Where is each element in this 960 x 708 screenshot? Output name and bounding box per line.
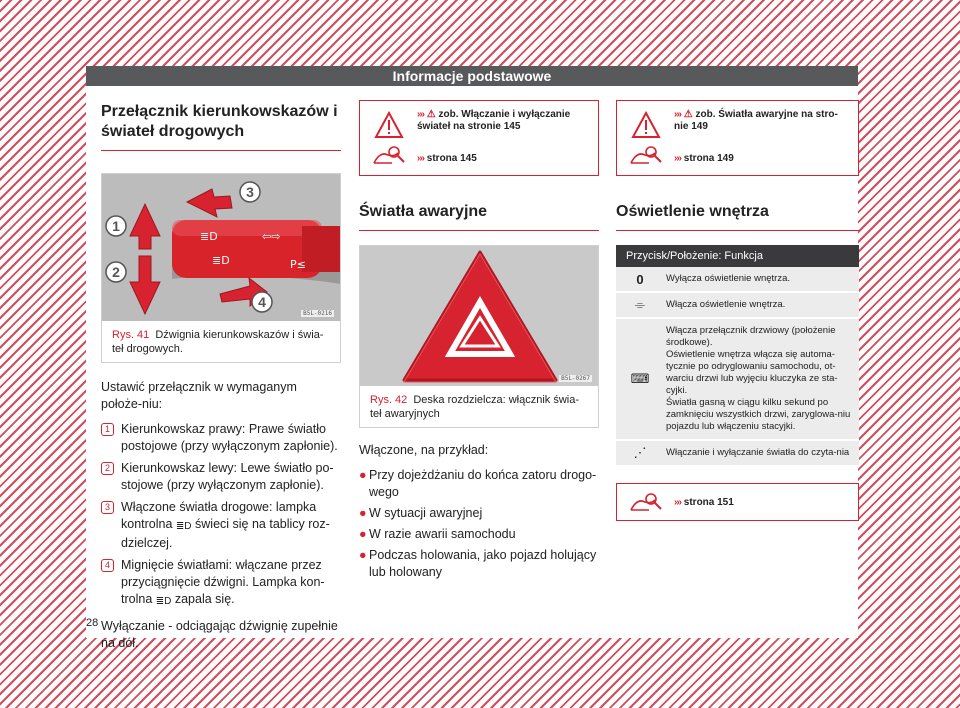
interior-light-table xyxy=(616,245,859,467)
page-header: Informacje podstawowe xyxy=(86,66,858,86)
figure-number: Rys. 42 xyxy=(370,394,408,406)
reference-line-2[interactable] xyxy=(417,153,477,165)
lever-symbol: ≣D xyxy=(212,254,230,267)
middle-column xyxy=(359,86,599,585)
step-text-cont: zapala się. xyxy=(174,592,235,606)
figure-callout-2 xyxy=(106,262,126,282)
step-text: Włączone światła drogowe: lampka kontrolna xyxy=(121,500,317,531)
bullet-text: Przy dojeżdżaniu do końca zatoru drogo-wego xyxy=(369,468,597,499)
reference-line-1[interactable] xyxy=(674,109,849,133)
step-item xyxy=(101,421,341,455)
table-cell: Wyłącza oświetlenie wnętrza. xyxy=(666,273,790,284)
car-manual-icon xyxy=(372,145,406,167)
reference-box xyxy=(616,100,859,176)
bullet-text: Podczas holowania, jako pojazd holujący lub holowany xyxy=(369,548,597,579)
step-text: Kierunkowskaz prawy: Prawe światło postojowe (przy wyłączonym zapłonie). xyxy=(121,422,338,453)
reference-text: zob. Włączanie i wyłączanie świateł na stronie 145 xyxy=(417,109,571,132)
link-chevron: ››› xyxy=(417,109,424,120)
reference-text: strona 149 xyxy=(683,153,734,164)
right-column xyxy=(616,86,859,521)
step-text: Mignięcie światłami: włączane przez przyciągnięcie dźwigni. Lampka kon-trolna xyxy=(121,558,325,606)
inline-warning-icon: ⚠ xyxy=(683,109,693,120)
table-cell: Włączanie i wyłączanie światła do czyta-nia xyxy=(666,447,850,458)
figure-number: Rys. 41 xyxy=(112,329,150,341)
high-beam-icon: ≣D xyxy=(175,521,192,532)
hazard-switch-illustration xyxy=(360,246,598,386)
inline-warning-icon: ⚠ xyxy=(426,109,436,120)
step-number: 4 xyxy=(101,559,114,572)
link-chevron: ››› xyxy=(674,153,681,164)
bullet-icon: ● xyxy=(359,506,367,520)
figure-42-image xyxy=(360,246,598,386)
table-row xyxy=(616,293,859,319)
figure-code: B5L-0267 xyxy=(561,375,590,382)
door-switch-icon: ⌨ xyxy=(630,371,650,386)
outro-text: Wyłączanie - odciągając dźwignię zupełnie na dół. xyxy=(101,619,338,650)
step-item xyxy=(101,557,341,610)
svg-text:2: 2 xyxy=(112,264,120,280)
section-heading-interior-light: Oświetlenie wnętrza xyxy=(616,202,859,231)
warning-triangle-icon xyxy=(631,111,661,139)
figure-42-caption xyxy=(360,386,598,427)
intro-text: Ustawić przełącznik w wymaganym położe-niu: xyxy=(101,380,297,411)
svg-text:1: 1 xyxy=(112,218,120,234)
page xyxy=(86,66,858,650)
figure-callout-4 xyxy=(252,292,272,312)
step-text: Kierunkowskaz lewy: Lewe światło po-stojowe (przy wyłączonym zapłonie). xyxy=(121,461,334,492)
link-chevron: ››› xyxy=(674,497,681,508)
hazard-bullets xyxy=(359,467,599,581)
reference-line-2[interactable] xyxy=(674,153,734,165)
section-heading-hazard-lights: Światła awaryjne xyxy=(359,202,599,231)
turn-signal-lever-illustration xyxy=(102,174,340,321)
light-on-icon: ⌯ xyxy=(634,297,646,312)
svg-text:3: 3 xyxy=(246,184,254,200)
lever-symbol: ⇦⇨ xyxy=(262,230,281,243)
bullet-icon: ● xyxy=(359,468,367,482)
high-beam-icon: ≣D xyxy=(155,596,172,607)
bullet-item xyxy=(359,526,599,543)
step-item xyxy=(101,499,341,552)
bullet-item xyxy=(359,505,599,522)
reading-light-icon: ⋰ xyxy=(633,445,647,460)
step-number: 3 xyxy=(101,501,114,514)
reference-text: zob. Światła awaryjne na stro-nie 149 xyxy=(674,109,838,132)
figure-41 xyxy=(101,173,341,363)
table-header: Przycisk/Położenie: Funkcja xyxy=(616,245,859,267)
table-cell: Włącza przełącznik drzwiowy (położenie środkowe). Oświetlenie wnętrza włącza się automa-tycznie po odryglowaniu samochodu, ot-warciu drzwi lub wyjęciu kluczyka ze sta-cyjki. Światła gasną w ciągu kilku sekund po zamknięciu wszystkich drzwi, zaryglowa-niu pojazdu lub włączeniu stacyjki. xyxy=(666,325,851,432)
figure-code: B5L-0216 xyxy=(303,310,332,317)
link-chevron: ››› xyxy=(417,153,424,164)
figure-41-caption xyxy=(102,321,340,362)
table-row xyxy=(616,319,859,441)
bullet-text: W razie awarii samochodu xyxy=(369,527,516,541)
page-number: 28 xyxy=(86,617,99,629)
reference-line-1[interactable] xyxy=(417,109,592,133)
bullet-item xyxy=(359,467,599,501)
step-text-cont: świeci się na tablicy roz-dzielczej. xyxy=(121,517,330,550)
section-heading-turn-signals: Przełącznik kierunkowskazów i świateł drogowych xyxy=(101,102,341,151)
lever-symbol: ≣D xyxy=(200,230,218,243)
warning-triangle-icon xyxy=(374,111,404,139)
bullet-text: W sytuacji awaryjnej xyxy=(369,506,483,520)
reference-text: strona 145 xyxy=(426,153,477,164)
light-off-icon: 0 xyxy=(636,271,644,287)
bullet-icon: ● xyxy=(359,527,367,541)
lever-symbol: P≤ xyxy=(290,258,306,271)
table-row xyxy=(616,441,859,467)
table-row xyxy=(616,267,859,293)
reference-text: strona 151 xyxy=(683,497,734,508)
reference-line[interactable] xyxy=(674,497,734,509)
bullet-icon: ● xyxy=(359,548,367,562)
figure-42 xyxy=(359,245,599,428)
car-manual-icon xyxy=(629,492,663,514)
left-column xyxy=(101,86,341,652)
reference-box-bottom xyxy=(616,483,859,521)
hazard-intro: Włączone, na przykład: xyxy=(359,443,489,457)
step-number: 1 xyxy=(101,423,114,436)
figure-caption-text: Dźwignia kierunkowskazów i świa-teł drogowych. xyxy=(112,329,324,355)
bullet-item xyxy=(359,547,599,581)
figure-41-image xyxy=(102,174,340,321)
reference-box xyxy=(359,100,599,176)
figure-callout-1 xyxy=(106,216,126,236)
table-cell: Włącza oświetlenie wnętrza. xyxy=(666,299,786,310)
figure-caption-text: Deska rozdzielcza: włącznik świa-teł awaryjnych xyxy=(370,394,580,420)
step-number: 2 xyxy=(101,462,114,475)
link-chevron: ››› xyxy=(674,109,681,120)
figure-callout-3 xyxy=(240,182,260,202)
steps-list xyxy=(101,421,341,610)
car-manual-icon xyxy=(629,145,663,167)
svg-text:4: 4 xyxy=(258,294,266,310)
step-item xyxy=(101,460,341,494)
